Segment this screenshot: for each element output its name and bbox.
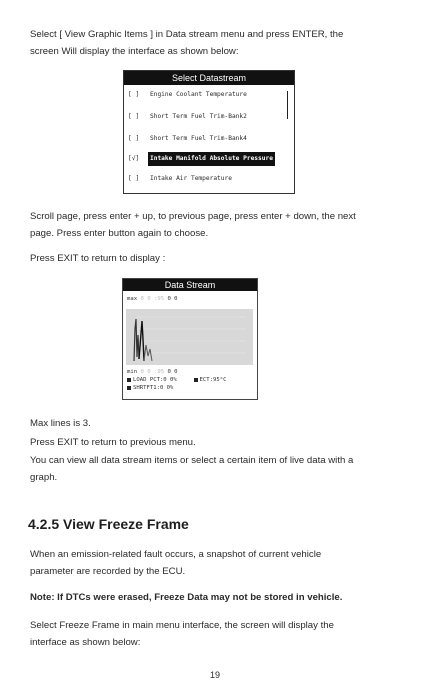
- checkbox[interactable]: [ ]: [128, 91, 140, 98]
- data-graph: [126, 309, 253, 365]
- freeze-line-2: parameter are recorded by the ECU.: [30, 566, 186, 577]
- legend-square-icon: [194, 378, 198, 382]
- select-freeze-line-2: interface as shown below:: [30, 637, 141, 648]
- min-label: min: [127, 369, 138, 375]
- max-faint-values: 0 0 :95: [140, 296, 165, 302]
- exit-previous-text: Press EXIT to return to previous menu.: [30, 437, 196, 448]
- select-freeze-paragraph: [30, 617, 410, 651]
- select-datastream-screen: [123, 70, 295, 194]
- data-stream-screen: [122, 278, 258, 400]
- freeze-line-1: When an emission-related fault occurs, a snapshot of current vehicle: [30, 549, 322, 560]
- datastream-item-label: Engine Coolant Temperature: [150, 91, 247, 98]
- max-value: 0 0: [167, 296, 178, 302]
- select-freeze-line-1: Select Freeze Frame in main menu interface, the screen will display the: [30, 620, 334, 631]
- checkbox-checked[interactable]: [√]: [128, 155, 140, 162]
- exit-instruction: Press EXIT to return to display :: [30, 253, 166, 264]
- page-number: 19: [209, 670, 220, 680]
- section-heading: 4.2.5 View Freeze Frame: [28, 516, 189, 532]
- checkbox[interactable]: [ ]: [128, 113, 140, 120]
- datastream-item-label: Short Term Fuel Trim-Bank4: [150, 135, 247, 142]
- intro-line-1: Select [ View Graphic Items ] in Data stream menu and press ENTER, the: [30, 29, 344, 40]
- datastream-item[interactable]: [124, 132, 286, 146]
- datastream-item[interactable]: [124, 88, 286, 102]
- checkbox[interactable]: [ ]: [128, 135, 140, 142]
- intro-line-2: screen Will display the interface as shown below:: [30, 46, 239, 57]
- scroll-instructions: [30, 208, 410, 242]
- scroll-line-1: Scroll page, press enter + up, to previous page, press enter + down, the next: [30, 211, 356, 222]
- datastream-item-label: Short Term Fuel Trim-Bank2: [150, 113, 247, 120]
- legend-row-1: [127, 376, 226, 384]
- scroll-line-2: page. Press enter button again to choose.: [30, 228, 209, 239]
- legend-row-2: [127, 384, 173, 392]
- min-row: [127, 368, 178, 376]
- select-datastream-title: Select Datastream: [124, 71, 294, 85]
- view-all-line-2: graph.: [30, 472, 58, 483]
- legend-square-icon: [127, 378, 131, 382]
- intro-paragraph: [30, 26, 410, 60]
- datastream-item[interactable]: [124, 172, 286, 186]
- checkbox[interactable]: [ ]: [128, 175, 140, 182]
- legend-shrtft1: SHRTFT1:0 0%: [133, 385, 174, 391]
- legend-square-icon: [127, 386, 131, 390]
- min-value: 0 0: [167, 369, 178, 375]
- datastream-item-selected[interactable]: [124, 152, 286, 166]
- data-stream-title: Data Stream: [123, 279, 257, 291]
- scrollbar[interactable]: [287, 91, 289, 119]
- max-row: [127, 295, 178, 303]
- freeze-frame-paragraph: [30, 546, 410, 580]
- datastream-item-label: Intake Manifold Absolute Pressure: [148, 152, 275, 166]
- graph-plot: [126, 309, 253, 365]
- max-label: max: [127, 296, 138, 302]
- legend-load-pct: LOAD PCT:0 0%: [133, 377, 177, 383]
- view-all-line-1: You can view all data stream items or select a certain item of live data with a: [30, 455, 354, 466]
- min-faint-values: 0 0 :95: [140, 369, 165, 375]
- datastream-item[interactable]: [124, 110, 286, 124]
- note-text: Note: If DTCs were erased, Freeze Data may not be stored in vehicle.: [30, 592, 343, 603]
- view-all-paragraph: [30, 452, 410, 486]
- legend-ect: ECT:95°C: [199, 377, 227, 383]
- max-lines-text: Max lines is 3.: [30, 418, 91, 429]
- datastream-item-label: Intake Air Temperature: [150, 175, 232, 182]
